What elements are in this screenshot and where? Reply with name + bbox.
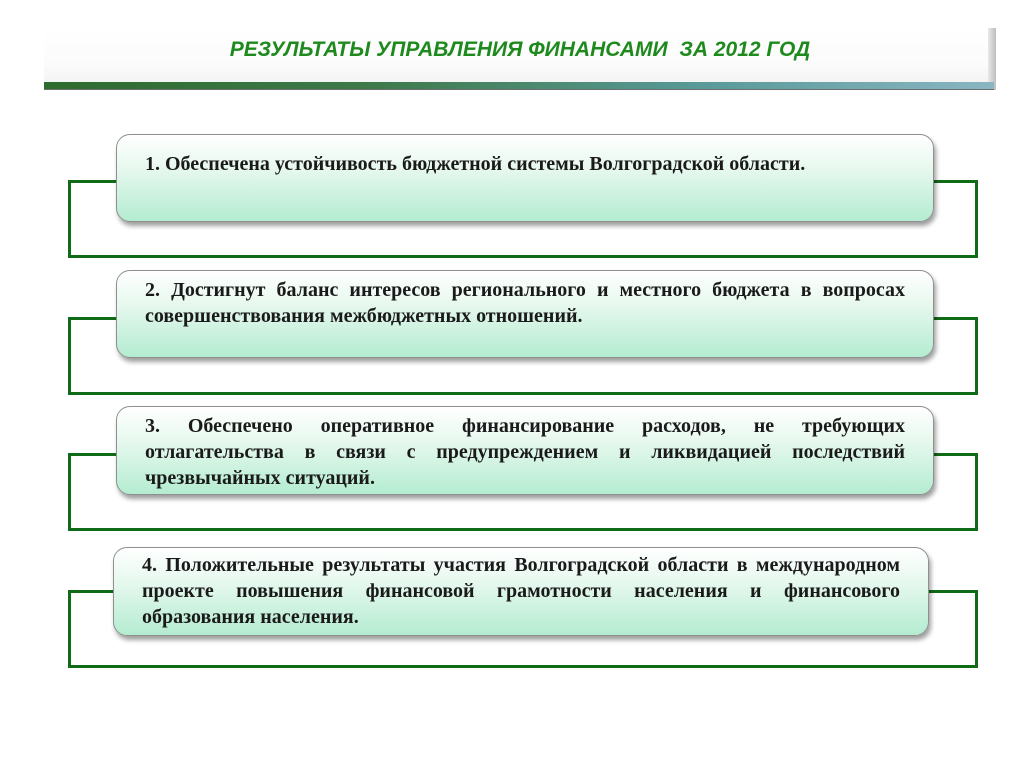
header-divider: [44, 82, 994, 90]
result-card-3: [116, 406, 934, 495]
slide-title: РЕЗУЛЬТАТЫ УПРАВЛЕНИЯ ФИНАНСАМИ ЗА 2012 ГОД: [229, 38, 811, 61]
result-text-2: 2. Достигнут баланс интересов регионального и местного бюджета в вопросах совершенствования межбюджетных отношений.: [145, 279, 905, 327]
header-shade: [988, 28, 996, 90]
result-text-3: 3. Обеспечено оперативное финансирование расходов, не требующих отлагательства в связи с предупреждением и ликвидацией последствий чрезвычайных ситуаций.: [145, 415, 905, 489]
result-text-4: 4. Положительные результаты участия Волгоградской области в международном проекте повышения финансовой грамотности населения и финансового образования населения.: [142, 554, 900, 628]
result-card-2: [116, 270, 934, 358]
result-card-1: [116, 134, 934, 222]
result-text-1: 1. Обеспечена устойчивость бюджетной системы Волгоградской области.: [145, 153, 806, 175]
result-card-4: [113, 547, 929, 636]
slide-header: [44, 28, 996, 90]
